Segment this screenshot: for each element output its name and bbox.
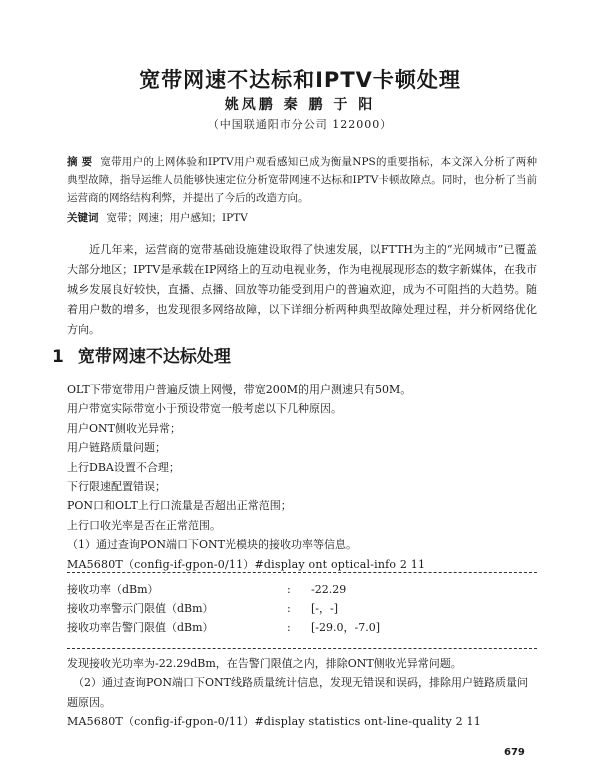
table-sep: : (287, 583, 291, 596)
keywords-label: 关键词 (67, 212, 99, 224)
body-line: 用户带宽实际带宽小于预设带宽一般考虑以下几种原因。 (67, 402, 342, 416)
optical-info-table (67, 580, 537, 637)
body-line: （1）通过查询PON端口下ONT光模块的接收功率等信息。 (67, 538, 358, 552)
paper-title: 宽带网速不达标和IPTV卡顿处理 (139, 68, 461, 92)
table-sep: : (287, 602, 291, 615)
body-line: 发现接收光功率为-22.29dBm，在告警门限值之内，排除ONT侧收光异常问题。 (67, 657, 462, 670)
table-row (67, 618, 537, 637)
command-line: MA5680T（config-if-gpon-0/11）#display ont optical-info 2 11 (67, 557, 426, 571)
body-paragraph: （2）通过查询PON端口下ONT线路质量统计信息，发现无错误和误码，排除用户链路质量问题原因。 (67, 676, 529, 709)
table-row (67, 580, 537, 599)
table-value: -22.29 (311, 583, 347, 596)
abstract (67, 153, 537, 207)
table-row (67, 599, 537, 618)
command-line: MA5680T（config-if-gpon-0/11）#display statistics ont-line-quality 2 11 (67, 715, 481, 729)
keywords (67, 210, 248, 225)
table-sep: : (287, 621, 291, 634)
dashed-divider (67, 648, 537, 649)
abstract-label: 摘 要 (67, 156, 93, 168)
paper-affiliation: （中国联通阳市分公司 122000） (207, 118, 393, 131)
abstract-text: 宽带用户的上网体验和IPTV用户观看感知已成为衡量NPS的重要指标，本文深入分析了两种典型故障，指导运维人员能够快速定位分析宽带网速不达标和IPTV卡顿故障点。同时，也分析了当前运营商的网络结构利弊，并提出了今后的改造方向。 (67, 156, 538, 204)
body-line: PON口和OLT上行口流量是否超出正常范围； (67, 499, 292, 513)
page-number: 679 (504, 747, 525, 758)
body-line: 上行DBA设置不合理； (67, 460, 180, 474)
table-value: [-，-] (311, 602, 339, 615)
body-line: 上行口收光率是否在正常范围。 (67, 518, 221, 532)
body-line: 用户链路质量问题； (67, 441, 166, 455)
table-key: 接收功率告警门限值（dBm） (67, 621, 214, 634)
section-title: 宽带网速不达标处理 (77, 347, 231, 367)
section-body (67, 380, 537, 574)
after-table-text (67, 654, 537, 732)
paper-authors: 姚凤鹏 秦 鹏 于 阳 (224, 97, 376, 113)
body-line: 下行限速配置错误； (67, 480, 166, 494)
table-key: 接收功率（dBm） (67, 583, 159, 596)
keywords-text: 宽带；网速；用户感知；IPTV (106, 212, 248, 224)
section-number: 1 (52, 347, 64, 367)
section-heading (52, 342, 231, 367)
body-line: OLT下带宽带用户普遍反馈上网慢，带宽200M的用户测速只有50M。 (67, 383, 412, 396)
body-line: 用户ONT侧收光异常； (67, 421, 181, 435)
dashed-divider (67, 572, 537, 573)
table-key: 接收功率警示门限值（dBm） (67, 602, 214, 615)
table-value: [-29.0，-7.0] (311, 621, 381, 634)
intro-paragraph: 近几年来，运营商的宽带基础设施建设取得了快速发展，以FTTH为主的“光网城市”已覆盖大部分地区；IPTV是承载在IP网络上的互动电视业务，作为电视展现形态的数字新媒体，在我市城乡发展良好较快，直播、点播、回放等功能受到用户的普遍欢迎，成为不可阻挡的大趋势。随着用户数的增多，也发现很多网络故障，以下详细分析两种典型故障处理过程，并分析网络优化方向。 (67, 243, 537, 336)
